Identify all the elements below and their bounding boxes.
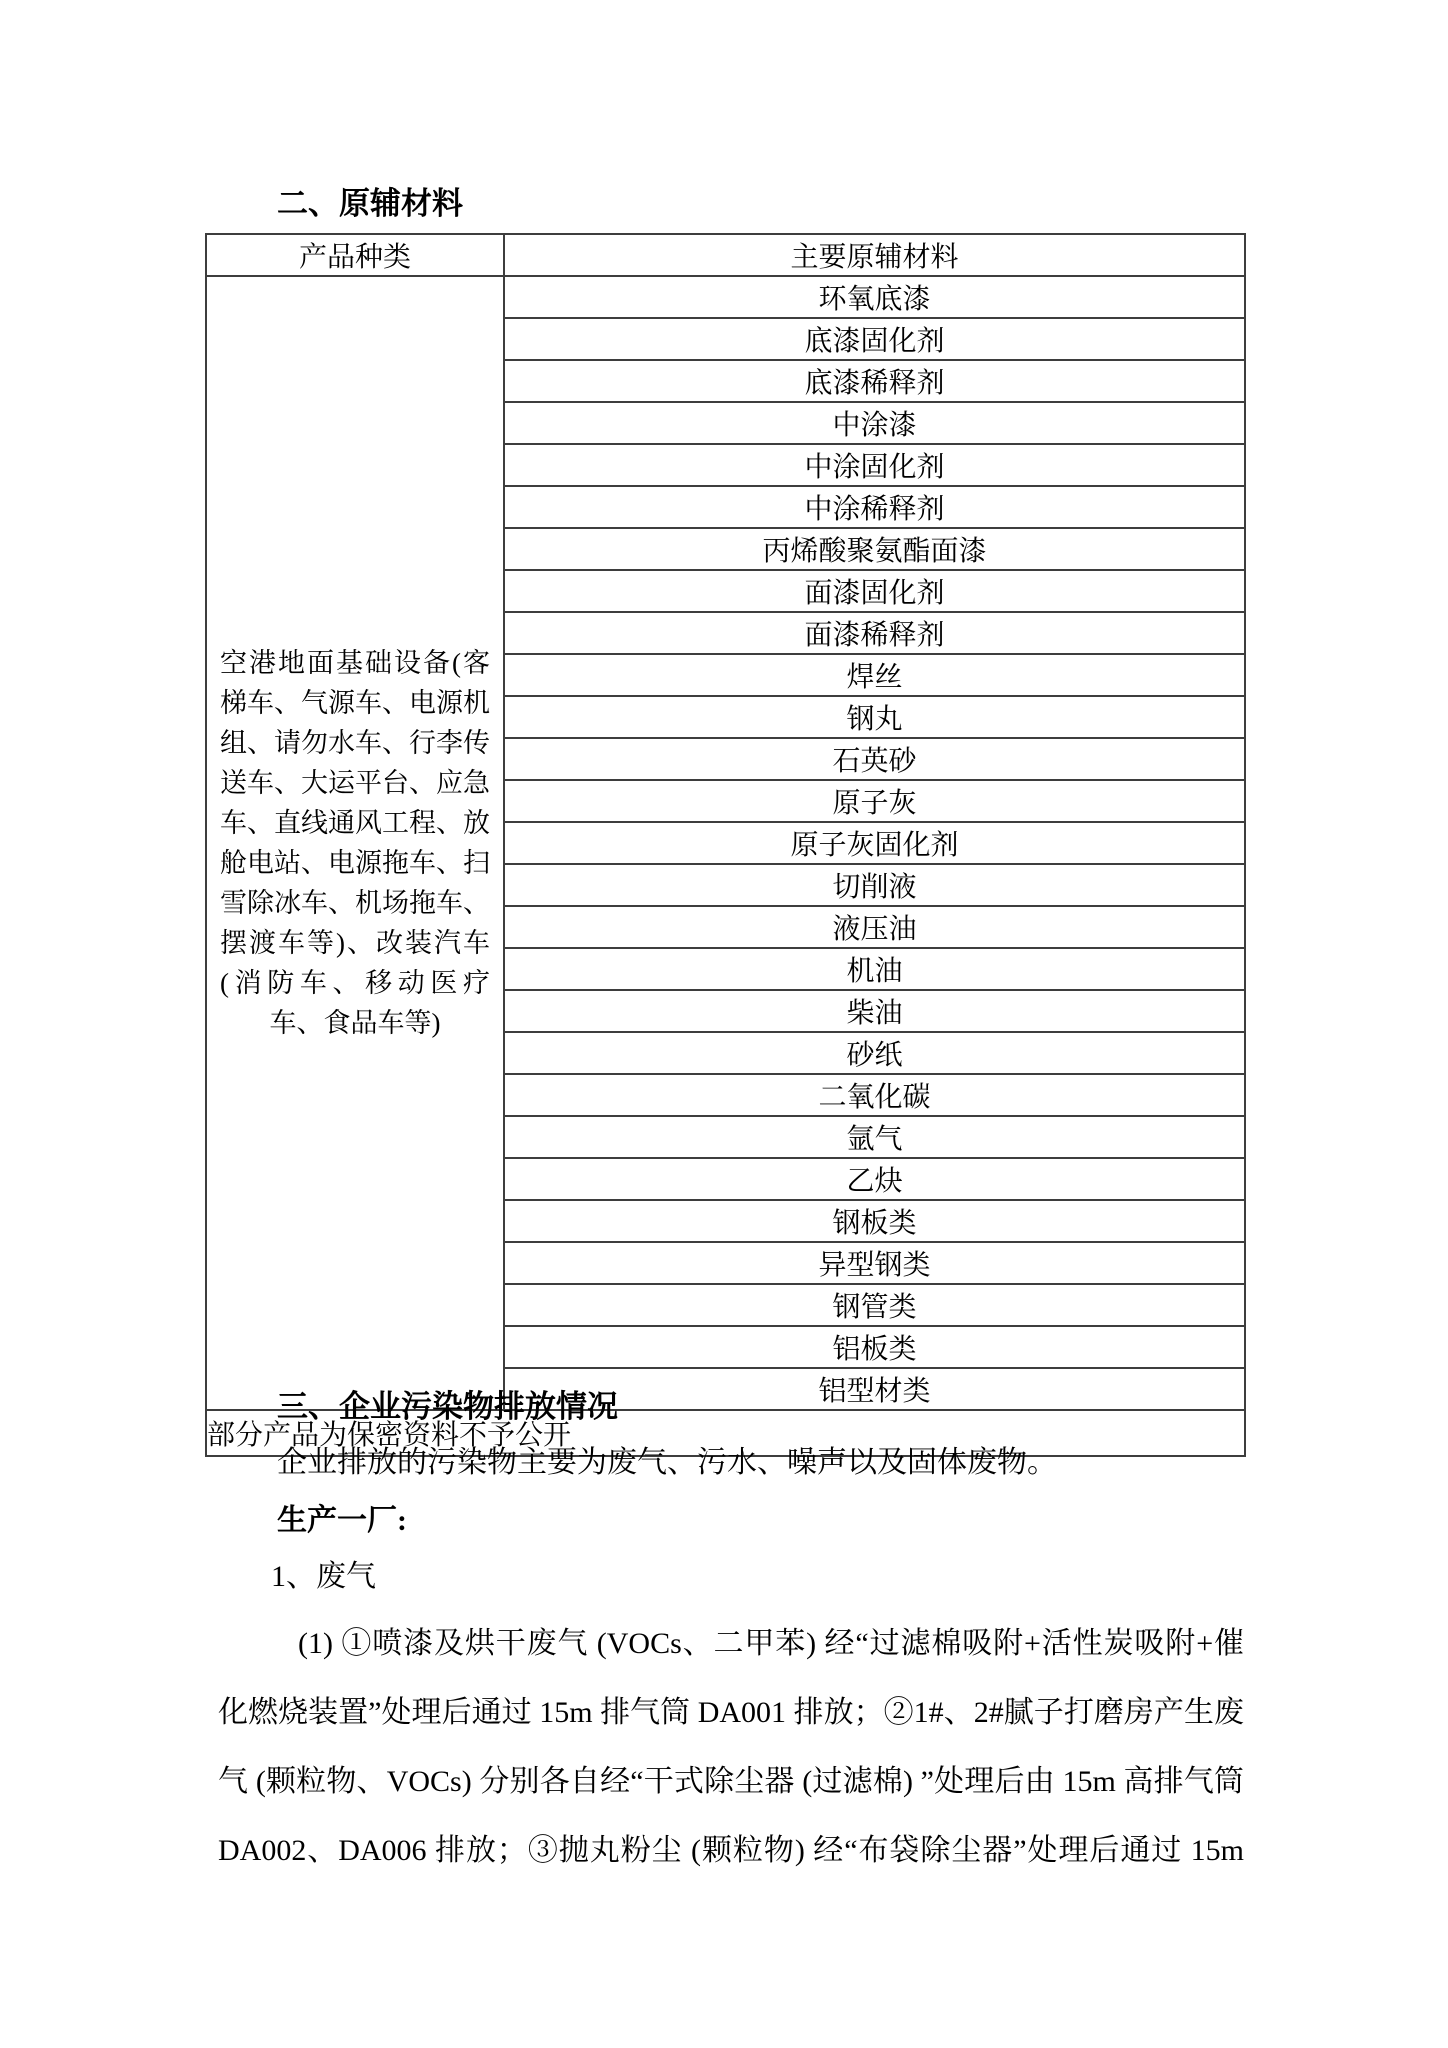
material-cell: 面漆固化剂 <box>504 570 1245 612</box>
material-cell: 乙炔 <box>504 1158 1245 1200</box>
material-cell: 钢管类 <box>504 1284 1245 1326</box>
product-category-text: 空港地面基础设备(客梯车、气源车、电源机组、请勿水车、行李传送车、大运平台、应急车、直线通风工程、放舱电站、电源拖车、扫雪除冰车、机场拖车、摆渡车等)、改装汽车 (消防车、移动医疗车、食品车等) <box>220 648 490 1038</box>
material-cell: 钢丸 <box>504 696 1245 738</box>
material-cell: 中涂固化剂 <box>504 444 1245 486</box>
confidentiality-note-cell: 部分产品为保密资料不予公开 <box>206 1410 1245 1456</box>
table-header-row <box>206 234 1245 276</box>
column-header-product-category: 产品种类 <box>206 234 504 276</box>
material-cell: 机油 <box>504 948 1245 990</box>
material-cell: 底漆固化剂 <box>504 318 1245 360</box>
material-cell: 中涂漆 <box>504 402 1245 444</box>
material-cell: 二氧化碳 <box>504 1074 1245 1116</box>
materials-body <box>206 276 1245 1410</box>
material-cell: 氩气 <box>504 1116 1245 1158</box>
material-cell: 砂纸 <box>504 1032 1245 1074</box>
section-heading-pollutant-emissions: 三、企业污染物排放情况 <box>277 1389 618 1424</box>
factory-one-heading: 生产一厂: <box>277 1504 407 1537</box>
material-cell: 底漆稀释剂 <box>504 360 1245 402</box>
material-cell: 丙烯酸聚氨酯面漆 <box>504 528 1245 570</box>
material-cell: 面漆稀释剂 <box>504 612 1245 654</box>
material-cell: 铝型材类 <box>504 1368 1245 1410</box>
material-cell: 焊丝 <box>504 654 1245 696</box>
material-cell: 铝板类 <box>504 1326 1245 1368</box>
raw-materials-table <box>205 233 1246 1457</box>
product-category-cell <box>206 276 504 1410</box>
column-header-main-materials: 主要原辅材料 <box>504 234 1245 276</box>
material-cell: 原子灰固化剂 <box>504 822 1245 864</box>
section-heading-raw-materials: 二、原辅材料 <box>277 186 463 221</box>
material-row <box>206 276 1245 318</box>
material-cell: 原子灰 <box>504 780 1245 822</box>
material-cell: 异型钢类 <box>504 1242 1245 1284</box>
item-waste-gas-heading: 1、废气 <box>271 1560 376 1593</box>
material-cell: 柴油 <box>504 990 1245 1032</box>
waste-gas-treatment-paragraph: (1) ①喷漆及烘干废气 (VOCs、二甲苯) 经“过滤棉吸附+活性炭吸附+催化燃烧装置”处理后通过 15m 排气筒 DA001 排放；②1#、2#腻子打磨房产生废气 (颗粒物、VOCs) 分别各自经“干式除尘器 (过滤棉) ”处理后由 15m 高排气筒 DA002、DA006 排放；③抛丸粉尘 (颗粒物) 经“布袋除尘器”处理后通过 15m <box>218 1627 1244 1867</box>
emissions-intro-paragraph: 企业排放的污染物主要为废气、污水、噪声以及固体废物。 <box>277 1446 1057 1479</box>
material-cell: 环氧底漆 <box>504 276 1245 318</box>
material-cell: 石英砂 <box>504 738 1245 780</box>
material-cell: 切削液 <box>504 864 1245 906</box>
material-cell: 液压油 <box>504 906 1245 948</box>
material-cell: 中涂稀释剂 <box>504 486 1245 528</box>
material-cell: 钢板类 <box>504 1200 1245 1242</box>
